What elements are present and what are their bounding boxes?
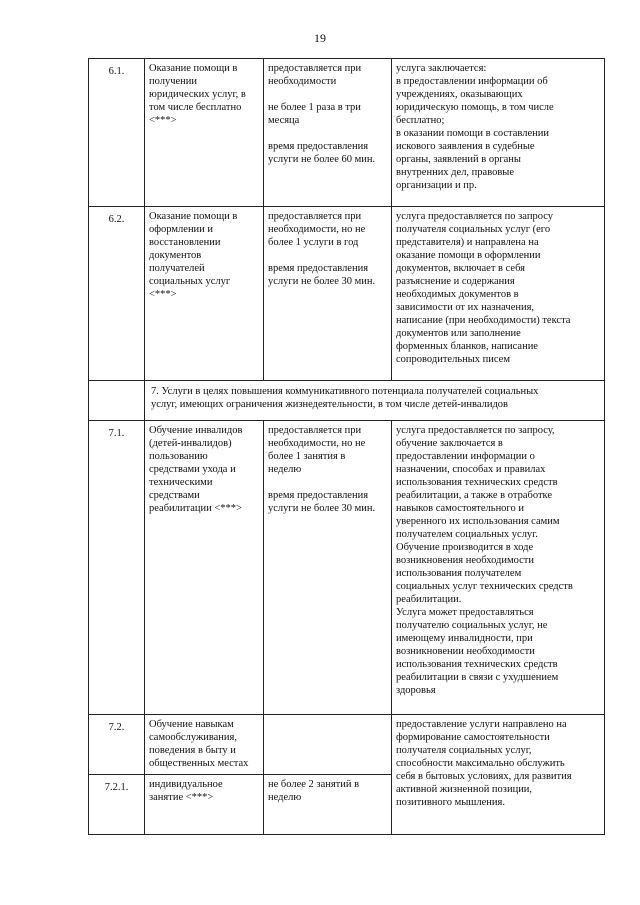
service-name: Обучение навыкам самообслуживания, поведения в быту и общественных местах [145, 715, 264, 775]
row-number: 7.2. [89, 715, 145, 775]
table-row-7-2 [89, 715, 605, 775]
services-table-container [88, 58, 604, 835]
table-row-6-1 [89, 59, 605, 207]
service-frequency: не более 2 занятий в неделю [264, 775, 392, 835]
page-number: 19 [314, 31, 326, 45]
service-description: услуга предоставляется по запросу, обучение заключается в предоставлении информации о назначении, способах и правилах использования технических средств реабилитации, а также в отработке навыков самостоятельного и уверенного их использования самим получателем социальных услуг. Обучение производится в ходе возникновения необходимости использования получателем социальных услуг технических средств реабилитации. Услуга может предоставляться получателю социальных услуг, не имеющему инвалидности, при возникновении необходимости использования технических средств реабилитации в связи с ухудшением здоровья [392, 421, 605, 715]
service-name: Оказание помощи в получении юридических услуг, в том числе бесплатно <***> [145, 59, 264, 207]
row-number: 6.2. [89, 207, 145, 381]
services-table [88, 58, 605, 835]
service-description: услуга заключается: в предоставлении информации об учреждениях, оказывающих юридическую помощь, в том числе бесплатно; в оказании помощи в составлении искового заявления в судебные органы, заявлений в органы внутренних дел, правовые организации и пр. [392, 59, 605, 207]
section-7-heading: 7. Услуги в целях повышения коммуникативного потенциала получателей социальных услуг, имеющих ограничения жизнедеятельности, в том числе детей-инвалидов [145, 381, 605, 421]
service-frequency: предоставляется при необходимости не более 1 раза в три месяца время предоставления услуги не более 60 мин. [264, 59, 392, 207]
section-number-blank [89, 381, 145, 421]
service-frequency: предоставляется при необходимости, но не более 1 услуги в год время предоставления услуги не более 30 мин. [264, 207, 392, 381]
service-frequency: предоставляется при необходимости, но не более 1 занятия в неделю время предоставления услуги не более 30 мин. [264, 421, 392, 715]
service-name: Оказание помощи в оформлении и восстановлении документов получателей социальных услуг <***> [145, 207, 264, 381]
service-name: индивидуальное занятие <***> [145, 775, 264, 835]
service-description: предоставление услуги направлено на формирование самостоятельности получателя социальных услуг, способности максимально обслужить себя в бытовых условиях, для развития активной жизненной позиции, позитивного мышления. [392, 715, 605, 835]
table-row-6-2 [89, 207, 605, 381]
service-frequency [264, 715, 392, 775]
section-7-row [89, 381, 605, 421]
row-number: 6.1. [89, 59, 145, 207]
service-name: Обучение инвалидов (детей-инвалидов) пользованию средствами ухода и техническими средствами реабилитации <***> [145, 421, 264, 715]
service-description: услуга предоставляется по запросу получателя социальных услуг (его представителя) и направлена на оказание помощи в оформлении документов, включает в себя разъяснение и содержания необходимых документов в зависимости от их назначения, написание (при необходимости) текста документов или заполнение форменных бланков, написание сопроводительных писем [392, 207, 605, 381]
row-number: 7.2.1. [89, 775, 145, 835]
table-row-7-1 [89, 421, 605, 715]
row-number: 7.1. [89, 421, 145, 715]
